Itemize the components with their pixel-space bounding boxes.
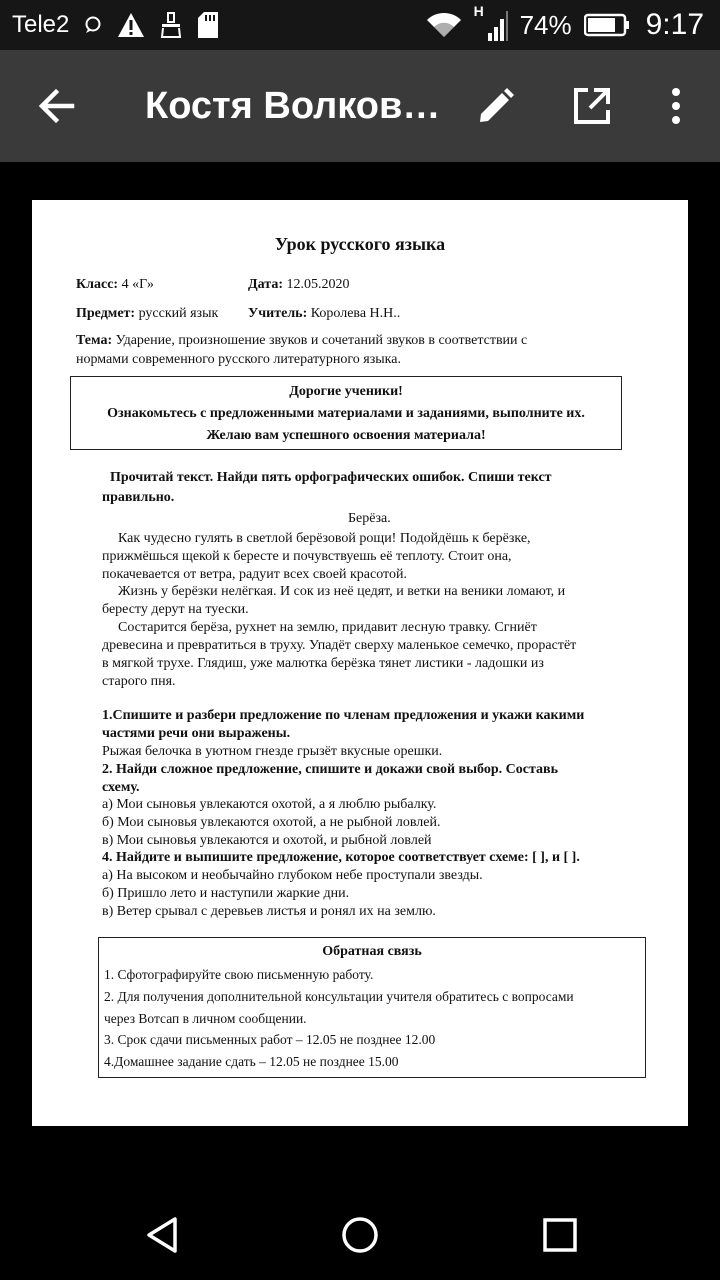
feedback-line: 4.Домашнее задание сдать – 12.05 не позднее 15.00 [104, 1054, 399, 1069]
exercise-2-option: а) Мои сыновья увлекаются охотой, а я люблю рыбалку. [102, 797, 437, 812]
date-value: 12.05.2020 [286, 277, 350, 292]
teacher-value: Королева Н.Н.. [310, 306, 401, 321]
exercise-1-heading: 1.Спишите и разбери предложение по членам предложения и укажи какими [102, 708, 585, 723]
feedback-title: Обратная связь [322, 944, 422, 959]
wifi-icon [426, 11, 462, 39]
document-viewer[interactable] [0, 162, 720, 1190]
document-title: Костя Волков… [145, 85, 441, 127]
exercise-4-option: в) Ветер срывал с деревьев листья и ронял их на землю. [102, 904, 436, 919]
edit-pencil-icon [476, 86, 516, 126]
date-row [248, 277, 349, 293]
recents-square-icon [540, 1215, 580, 1255]
back-arrow-icon [36, 86, 76, 126]
task-heading-line-2: правильно. [102, 490, 175, 505]
exercise-2-option: б) Мои сыновья увлекаются охотой, а не рыбной ловлей. [102, 815, 441, 830]
subject-label: Предмет: [76, 306, 136, 321]
nav-recents-button[interactable] [532, 1207, 588, 1263]
text-line: Как чудесно гулять в светлой берёзовой рощи! Подойдёшь к берёзке, [118, 531, 531, 546]
sd-card-icon [197, 11, 219, 39]
exercise-1-heading-cont: частями речи они выражены. [102, 726, 291, 741]
subject-row [76, 306, 218, 322]
feedback-line: 2. Для получения дополнительной консультации учителя обратитесь с вопросами [104, 989, 574, 1004]
task-heading-line-1: Прочитай текст. Найди пять орфографических ошибок. Спиши текст [110, 470, 552, 485]
subject-value: русский язык [138, 306, 219, 321]
text-line: Состарится берёза, рухнет на землю, придавит лесную травку. Сгниёт [118, 620, 537, 635]
greeting-line: Ознакомьтесь с предложенными материалами и заданиями, выполните их. [107, 406, 585, 421]
status-bar [0, 0, 720, 50]
text-line: бересту дерут на туески. [102, 602, 249, 617]
open-external-icon [572, 86, 612, 126]
feedback-line: 3. Срок сдачи письменных работ – 12.05 не позднее 12.00 [104, 1032, 436, 1047]
exercise-2-option: в) Мои сыновья увлекаются и охотой, и рыбной ловлей [102, 833, 432, 848]
navigation-bar [0, 1190, 720, 1280]
topic-label: Тема: [76, 333, 113, 348]
open-external-button[interactable] [564, 78, 620, 134]
document-page [32, 200, 688, 1126]
nav-back-button[interactable] [135, 1207, 191, 1263]
teacher-label: Учитель: [248, 306, 308, 321]
network-type-label: H [473, 3, 484, 19]
warning-icon [117, 12, 145, 38]
teacher-row [248, 306, 400, 322]
topic-line-1 [76, 333, 527, 349]
battery-icon [584, 13, 630, 37]
text-title: Берёза. [348, 511, 391, 526]
home-circle-icon [340, 1215, 380, 1255]
class-value: 4 «Г» [121, 277, 154, 292]
text-line: древесина и превратиться в труху. Упадёт сверху маленькое семечко, прорастёт [102, 638, 577, 653]
text-line: в мягкой трухе. Глядиш, уже малютка берёзка тянет листики - ладошки из [102, 656, 544, 671]
signal-icon [473, 3, 508, 43]
exercise-2-heading-cont: схему. [102, 780, 140, 795]
clock: 9:17 [645, 8, 704, 41]
greeting-box [70, 376, 622, 450]
more-vert-icon [668, 86, 684, 126]
edit-button[interactable] [468, 78, 524, 134]
battery-percent: 74% [519, 9, 572, 40]
carrier-label: Tele2 [12, 11, 70, 38]
text-line: Жизнь у берёзки нелёгкая. И сок из неё цедят, и ветки на веники ломают, и [118, 584, 566, 599]
exercise-2-heading: 2. Найди сложное предложение, спишите и докажи свой выбор. Составь [102, 762, 558, 777]
date-label: Дата: [248, 277, 283, 292]
text-line: старого пня. [102, 674, 176, 689]
feedback-box [98, 937, 646, 1078]
exercise-4-heading: 4. Найдите и выпишите предложение, которое соответствует схеме: [ ], и [ ]. [102, 850, 580, 865]
greeting-line: Желаю вам успешного освоения материала! [206, 428, 486, 443]
topic-text: Ударение, произношение звуков и сочетаний звуков в соответствии с [115, 333, 528, 348]
exercise-1-sentence: Рыжая белочка в уютном гнезде грызёт вкусные орешки. [102, 744, 443, 759]
greeting-line: Дорогие ученики! [289, 384, 403, 399]
nav-home-button[interactable] [332, 1207, 388, 1263]
back-button[interactable] [28, 78, 84, 134]
topic-line-2: нормами современного русского литературного языка. [76, 352, 401, 367]
text-line: покачевается от ветра, радуит всех своей красотой. [102, 567, 407, 582]
class-label: Класс: [76, 277, 119, 292]
feedback-line: 1. Сфотографируйте свою письменную работу. [104, 967, 374, 982]
more-options-button[interactable] [648, 78, 704, 134]
feedback-line: через Вотсап в личном сообщении. [104, 1011, 307, 1026]
app-bar [0, 50, 720, 162]
lesson-title: Урок русского языка [274, 234, 446, 254]
exercise-4-option: б) Пришло лето и наступили жаркие дни. [102, 886, 350, 901]
text-line: прижмёшься щекой к бересте и почувствуешь её теплоту. Стоит она, [102, 549, 512, 564]
cleaner-icon [159, 12, 183, 38]
class-row [76, 277, 154, 293]
chat-icon [83, 15, 103, 35]
back-triangle-icon [143, 1215, 183, 1255]
exercise-4-option: а) На высоком и необычайно глубоком небе проступали звезды. [102, 868, 483, 883]
